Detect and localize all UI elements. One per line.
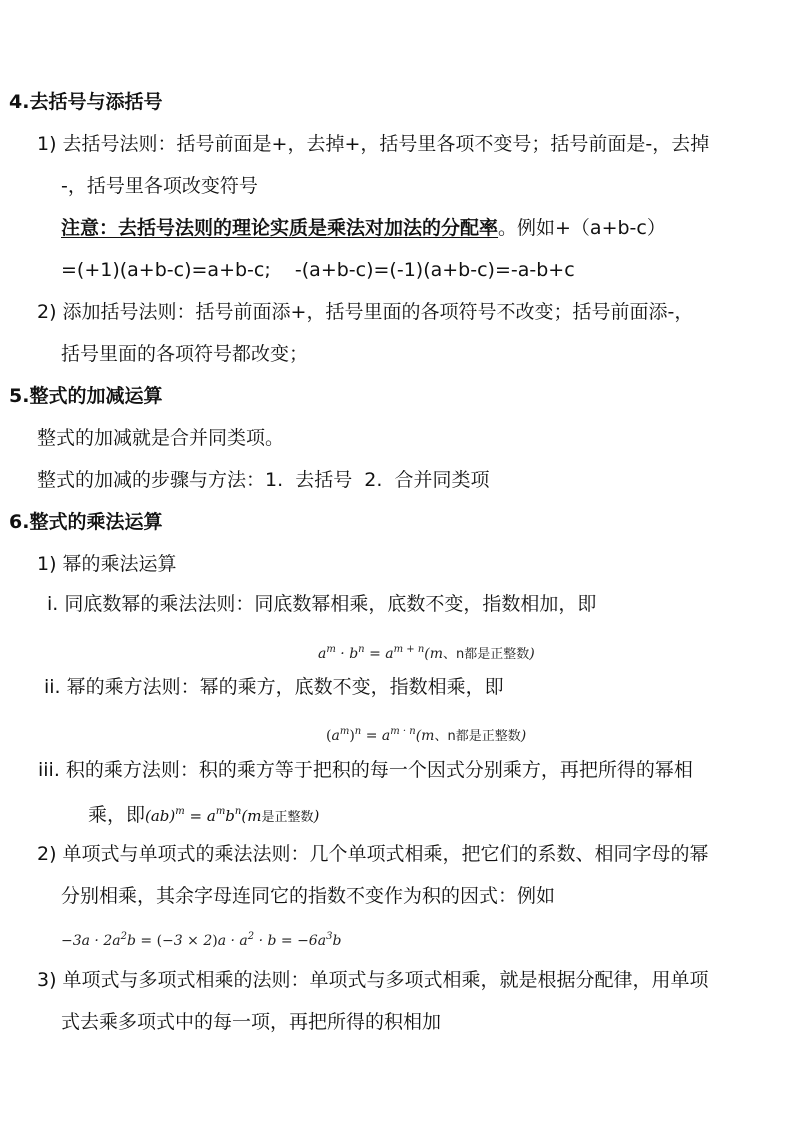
rule-monomial-polynomial-line2: 式去乘多项式中的每一项，再把所得的积相加 <box>61 1011 442 1033</box>
note-bold-text: 注意：去括号法则的理论实质是乘法对加法的分配率 <box>61 217 499 239</box>
formula-monomial-example: $-3a \cdot 2a^2b = (-3 \times 2)a \cdot a^2 \cdot b = -6a^3b$ <box>61 931 342 949</box>
rule-power-of-product-line2: 乘，即$(ab)^m = a^mb^n(m$是正整数) <box>88 804 320 826</box>
formula-power-of-power: $(a^m)^n = a^{m \cdot n}(m$、n都是正整数) <box>326 726 527 744</box>
rule-remove-parentheses-line2: -，括号里各项改变符号 <box>61 175 258 197</box>
rule-power-of-product-line1: iii. 积的乘方法则：积的乘方等于把积的每一个因式分别乘方，再把所得的幂相 <box>38 759 693 781</box>
addsub-definition: 整式的加减就是合并同类项。 <box>37 427 285 449</box>
rule-monomial-polynomial-line1: 3) 单项式与多项式相乘的法则：单项式与多项式相乘，就是根据分配律，用单项 <box>37 969 709 991</box>
rule-add-parentheses-line1: 2) 添加括号法则：括号前面添+，括号里面的各项符号不改变；括号前面添-， <box>37 301 694 323</box>
rule-power-of-power: ii. 幂的乘方法则：幂的乘方，底数不变，指数相乘，即 <box>44 676 504 698</box>
rule-remove-parentheses-line1: 1) 去括号法则：括号前面是+，去掉+，括号里各项不变号；括号前面是-，去掉 <box>37 133 710 155</box>
section-heading-4: 4.去括号与添括号 <box>9 91 163 113</box>
note-rest-text: 。例如+（a+b-c） <box>498 217 666 239</box>
rule-same-base: i. 同底数幂的乘法法则：同底数幂相乘，底数不变，指数相加，即 <box>47 593 597 615</box>
section-heading-6: 6.整式的乘法运算 <box>9 511 163 533</box>
rule-add-parentheses-line2: 括号里面的各项符号都改变； <box>61 343 309 365</box>
power-multiplication-title: 1) 幂的乘法运算 <box>37 553 177 575</box>
rule-monomial-monomial-line1: 2) 单项式与单项式的乘法法则：几个单项式相乘，把它们的系数、相同字母的幂 <box>37 843 709 865</box>
note-line <box>61 215 666 241</box>
formula-power-of-product: $(ab)^m = a^mb^n(m$是正整数) <box>145 806 320 825</box>
section-heading-5: 5.整式的加减运算 <box>9 385 163 407</box>
formula-same-base: $a^m \cdot b^n = a^{m + n}(m$、n都是正整数) <box>318 644 535 662</box>
rule-monomial-monomial-line2: 分别相乘，其余字母连同它的指数不变作为积的因式：例如 <box>61 885 556 907</box>
addsub-steps: 整式的加减的步骤与方法：1. 去括号 2. 合并同类项 <box>37 469 490 491</box>
example-line: =(+1)(a+b-c)=a+b-c; -(a+b-c)=(-1)(a+b-c)=-a-b+c <box>61 259 575 281</box>
